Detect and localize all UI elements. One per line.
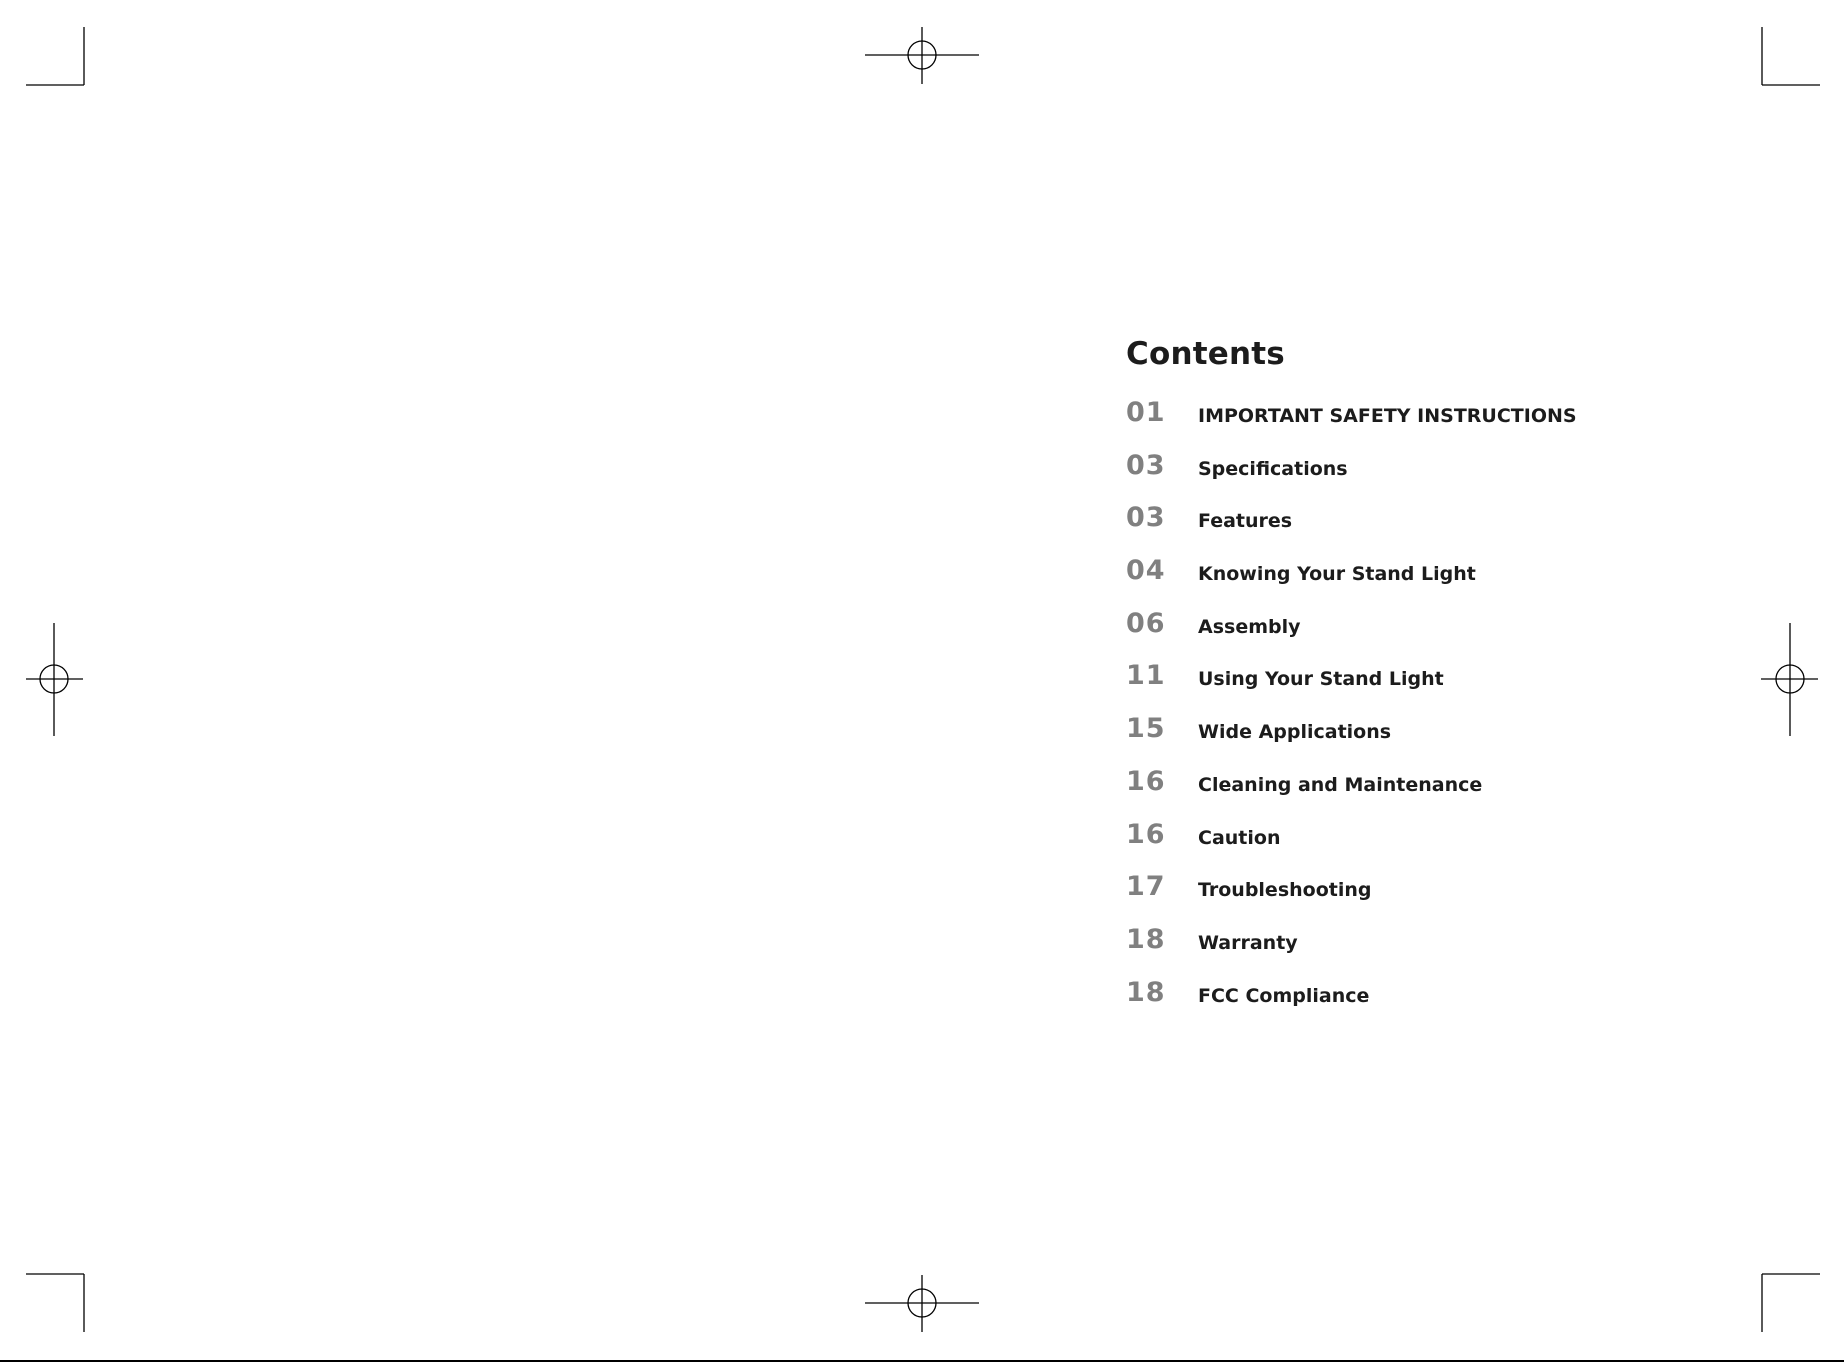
toc-item	[1126, 503, 1786, 556]
toc-page-number: 17	[1126, 871, 1166, 903]
toc-item	[1126, 714, 1786, 767]
toc-section-title: Assembly	[1198, 615, 1301, 638]
toc-page-number: 15	[1126, 713, 1166, 745]
toc-item	[1126, 767, 1786, 820]
toc-item	[1126, 925, 1786, 978]
toc-item	[1126, 978, 1786, 1031]
toc-page-number: 16	[1126, 765, 1166, 797]
table-of-contents	[1126, 336, 1786, 1030]
toc-section-title: Troubleshooting	[1198, 879, 1372, 902]
toc-section-title: IMPORTANT SAFETY INSTRUCTIONS	[1198, 405, 1577, 427]
toc-section-title: Features	[1198, 510, 1293, 533]
crop-mark-top-left	[26, 27, 84, 85]
toc-page-number: 01	[1126, 397, 1166, 428]
toc-page-number: 18	[1126, 976, 1166, 1008]
toc-page-number: 03	[1126, 502, 1166, 534]
toc-section-title: Specifications	[1198, 457, 1348, 480]
registration-mark-top	[865, 27, 979, 84]
toc-section-title: Using Your Stand Light	[1198, 668, 1444, 691]
toc-page-number: 06	[1126, 607, 1166, 639]
registration-mark-left	[26, 623, 83, 736]
toc-item	[1126, 556, 1786, 609]
toc-section-title: Wide Applications	[1198, 721, 1392, 744]
crop-mark-bottom-right	[1762, 1274, 1820, 1332]
toc-section-title: FCC Compliance	[1198, 984, 1370, 1007]
toc-item	[1126, 820, 1786, 873]
toc-page-number: 04	[1126, 555, 1166, 587]
toc-page-number: 18	[1126, 923, 1166, 955]
contents-title: Contents	[1126, 336, 1285, 372]
toc-section-title: Warranty	[1198, 931, 1298, 954]
toc-item	[1126, 609, 1786, 662]
crop-mark-top-right	[1762, 27, 1820, 85]
toc-section-title: Cleaning and Maintenance	[1198, 773, 1483, 796]
toc-item	[1126, 872, 1786, 925]
registration-mark-bottom	[865, 1275, 979, 1332]
toc-item	[1126, 451, 1786, 504]
crop-mark-bottom-left	[26, 1274, 84, 1332]
toc-page-number: 11	[1126, 660, 1166, 692]
toc-item	[1126, 398, 1786, 451]
toc-list	[1126, 398, 1786, 1030]
toc-page-number: 03	[1126, 449, 1166, 481]
toc-item	[1126, 661, 1786, 714]
toc-section-title: Knowing Your Stand Light	[1198, 563, 1476, 586]
toc-page-number: 16	[1126, 818, 1166, 850]
toc-section-title: Caution	[1198, 826, 1281, 849]
